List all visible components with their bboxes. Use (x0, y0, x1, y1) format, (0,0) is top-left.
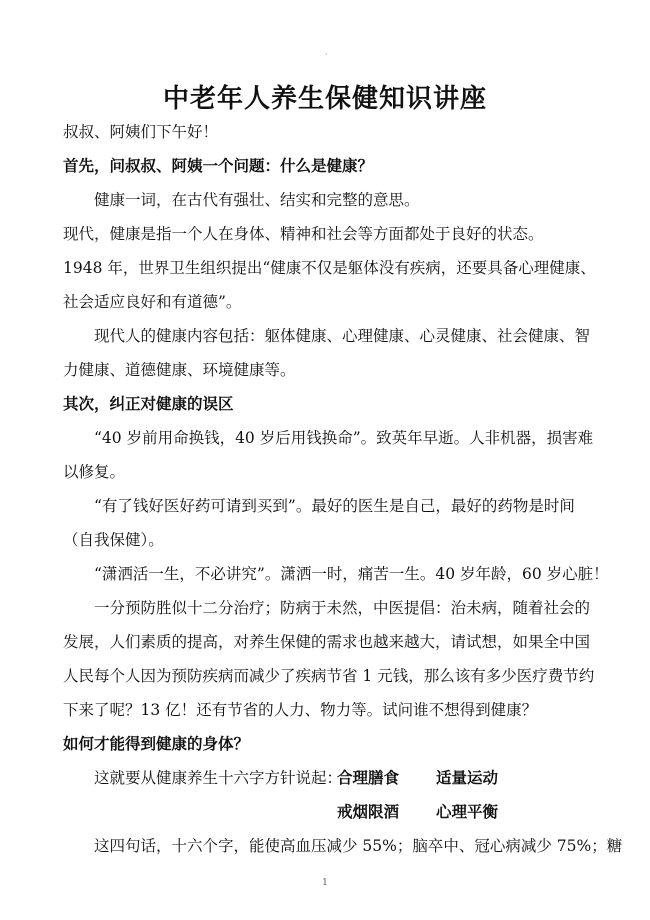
paragraph-line: 这四句话，十六个字，能使高血压减少 55%；脑卒中、冠心病减少 75%；糖 (94, 837, 623, 855)
heading-misconceptions: 其次，纠正对健康的误区 (63, 395, 234, 413)
paragraph-line: 社会适应良好和有道德”。 (63, 293, 242, 311)
paragraph-line: 一分预防胜似十二分治疗；防病于未然，中医提倡：治未病，随着社会的 (94, 599, 591, 617)
paragraph-line: 以修复。 (63, 463, 126, 481)
motto-quit-smoking-limit-alcohol: 戒烟限酒 (337, 803, 400, 821)
paragraph-line: 这就要从健康养生十六字方针说起： (94, 769, 343, 787)
paragraph-line: 力健康、道德健康、环境健康等。 (63, 361, 296, 379)
page-title: 中老年人养生保健知识讲座 (162, 84, 487, 114)
paragraph-line: 发展，人们素质的提高，对养生保健的需求也越来越大，请试想，如果全中国 (63, 633, 591, 651)
paragraph-line: 下来了呢？13 亿！还有节省的人力、物力等。试问谁不想得到健康？ (63, 701, 538, 719)
paragraph-line: 现代人的健康内容包括：躯体健康、心理健康、心灵健康、社会健康、智 (94, 327, 591, 345)
heading-how-to-be-healthy: 如何才能得到健康的身体？ (63, 735, 250, 753)
paragraph-line: 现代，健康是指一个人在身体、精神和社会等方面都处于良好的状态。 (63, 225, 544, 243)
greeting: 叔叔、阿姨们下午好！ (63, 123, 219, 141)
paragraph-line: （自我保健）。 (63, 531, 164, 549)
header-dot: · (325, 50, 328, 59)
motto-balanced-diet: 合理膳食 (337, 769, 400, 787)
paragraph-line: “潇洒活一生，不必讲究”。潇洒一时，痛苦一生。40 岁年龄，60 岁心脏！ (94, 565, 609, 583)
motto-moderate-exercise: 适量运动 (436, 769, 499, 787)
heading-what-is-health: 首先，问叔叔、阿姨一个问题：什么是健康？ (63, 157, 374, 175)
paragraph-line: 健康一词，在古代有强壮、结实和完整的意思。 (94, 191, 420, 209)
paragraph-line: “40 岁前用命换钱，40 岁后用钱换命”。致英年早逝。人非机器，损害难 (94, 429, 594, 447)
motto-psychological-balance: 心理平衡 (436, 803, 499, 821)
paragraph-line: 1948 年，世界卫生组织提出“健康不仅是躯体没有疾病，还要具备心理健康、 (63, 259, 596, 277)
paragraph-line: 人民每个人因为预防疾病而减少了疾病节省 1 元钱，那么该有多少医疗费节约 (63, 667, 595, 685)
paragraph-line: “有了钱好医好药可请到买到”。最好的医生是自己，最好的药物是时间 (94, 497, 575, 515)
page-number: 1 (322, 878, 328, 888)
